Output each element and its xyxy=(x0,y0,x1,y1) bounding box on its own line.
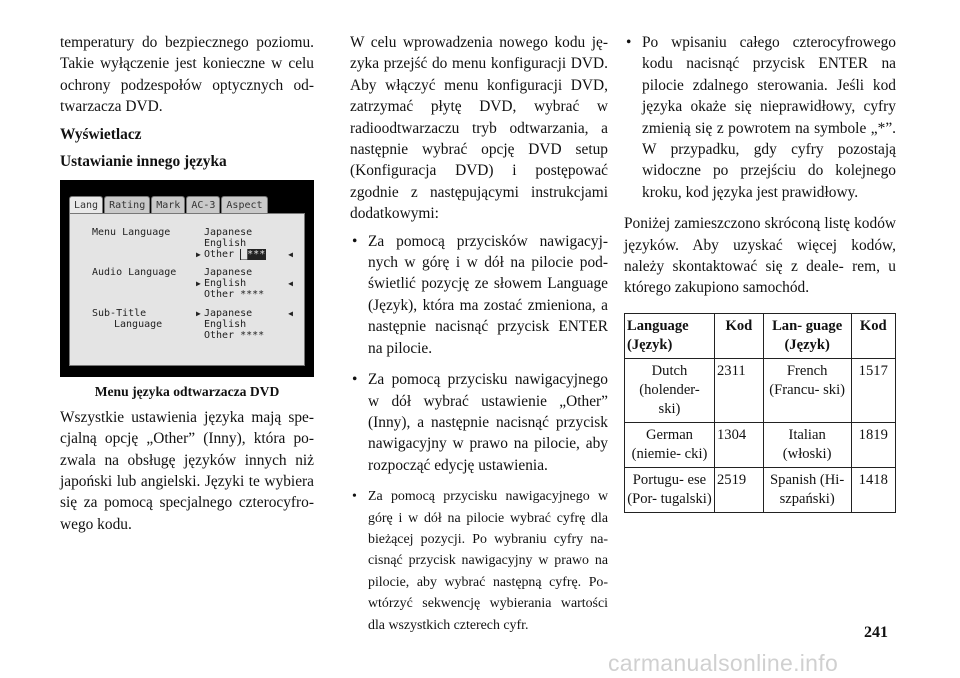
intro-paragraph-2: W celu wprowadzenia nowego kodu ję- zyka przejść do menu konfiguracji DVD. Aby włączyć menu konfiguracji DVD, zatrzymać płytę DVD, wybrać w radioodtwarzaczu tryb odtwarzania, a następnie wybrać opcję DVD setup (Konfiguracja DVD) i postępować zgodnie z następującymi instrukcjami dodatkowymi: xyxy=(350,34,608,223)
menu-language-option-2: English xyxy=(204,238,247,250)
subtitle-option-2: English xyxy=(204,319,247,331)
selected-marker-icon: ▶ xyxy=(196,309,201,319)
list-item: • Po wpisaniu całego czterocyfrowego kodu nacisnąć przycisk ENTER na pilocie zdalnego sterowania. Jeśli kod języka okaże się nieprawidłowy, cyfry zmienią się z powrotem na symbole „*”. W przypadku, gdy cyfry pozostają widoczne po przejściu do kolejnego kroku, kod języka jest prawidłowy. xyxy=(626,34,896,201)
tab-mark: Mark xyxy=(151,196,185,213)
intro-paragraph-3: Poniżej zamieszczono skróconą listę kodów języków. Aby uzyskać więcej kodów, należy skontaktować się z deale- rem, u którego zakupiono samochód. xyxy=(624,215,896,297)
menu-language-row-3 xyxy=(92,249,297,260)
table-cell: 1304 xyxy=(714,422,763,467)
subtitle-row-3 xyxy=(92,330,297,341)
menu-language-label: Menu Language xyxy=(92,227,171,239)
audio-language-row-3 xyxy=(92,289,297,300)
subtitle-option-3: Other **** xyxy=(204,330,265,342)
list-item: • Za pomocą przycisków nawigacyj- nych w górę i w dół na pilocie pod- świetlić pozycję ze słowem Language (Język), która ma zostać zmieniona, a następnie nacisnąć przycisk ENTER na pilocie. xyxy=(352,232,608,357)
table-cell: German (niemie- cki) xyxy=(625,422,715,467)
bullet-icon: • xyxy=(352,371,358,389)
subtitle-label: Sub-Title xyxy=(92,308,147,320)
figure-caption: Menu języka odtwarzacza DVD xyxy=(94,384,280,400)
column-left xyxy=(60,32,314,535)
left-arrow-icon: ◀ xyxy=(288,250,293,260)
left-arrow-icon: ◀ xyxy=(288,279,293,289)
table-cell: 1819 xyxy=(851,422,895,467)
header-code-2: Kod xyxy=(851,313,895,358)
menu-language-row-2 xyxy=(92,238,297,249)
subtitle-row-2 xyxy=(92,319,297,330)
table-cell: Portugu- ese (Por- tugalski) xyxy=(625,467,715,512)
language-code-table xyxy=(624,313,896,513)
intro-paragraph: temperatury do bezpiecznego poziomu. Takie wyłączenie jest konieczne w celu ochrony podzespołów optycznych od- twarzacza DVD. xyxy=(60,34,314,116)
table-cell: 2519 xyxy=(714,467,763,512)
column-middle xyxy=(350,32,608,646)
bullet-icon: • xyxy=(352,489,357,505)
selected-marker-icon: ▶ xyxy=(196,279,201,289)
instruction-list xyxy=(350,231,608,636)
watermark: carmanualsonline.info xyxy=(608,650,839,676)
bullet-icon: • xyxy=(626,34,632,51)
section-heading-display: Wyświetlacz xyxy=(60,125,142,143)
header-code: Kod xyxy=(714,313,763,358)
audio-language-option-2: English xyxy=(204,278,247,290)
table-cell: French (Francu- ski) xyxy=(763,358,851,422)
audio-language-label: Audio Language xyxy=(92,267,177,279)
tab-aspect: Aspect xyxy=(221,196,267,213)
subtitle-option-1: Japanese xyxy=(204,308,253,320)
list-item: • Za pomocą przycisku nawigacyjnego w górę i w dół na pilocie wybrać cyfrę dla bieżącej pozycji. Po wybraniu cyfry na- cisnąć przycisk nawigacyjny w prawo na pilocie, aby wybrać następną cyfrę. Po- wtórzyć sekwencję wybierania wartości dla wszystkich czterech cyfr. xyxy=(350,486,608,636)
dvd-menu-panel xyxy=(69,213,305,366)
menu-language-option-3: Other █*** xyxy=(204,249,266,261)
selected-marker-icon: ▶ xyxy=(196,250,201,260)
list-item: • Za pomocą przycisku nawigacyjnego w dół wybrać ustawienie „Other” (Inny), a następnie nacisnąć przycisk nawigacyjny w prawo na pilocie, aby rozpocząć edycję ustawienia. xyxy=(352,371,608,474)
audio-language-option-3: Other **** xyxy=(204,289,265,301)
header-language: Language (Język) xyxy=(625,313,715,358)
menu-language-option-1: Japanese xyxy=(204,227,253,239)
table-cell: Italian (włoski) xyxy=(763,422,851,467)
audio-language-row xyxy=(92,267,297,278)
left-arrow-icon: ◀ xyxy=(288,309,293,319)
tab-lang: Lang xyxy=(69,196,103,214)
instruction-list-2 xyxy=(624,32,896,203)
table-header-row xyxy=(625,313,896,358)
audio-language-option-1: Japanese xyxy=(204,267,253,279)
table-cell: Dutch (holender- ski) xyxy=(625,358,715,422)
dvd-menu-tabs xyxy=(69,196,269,214)
table-cell: 2311 xyxy=(714,358,763,422)
tab-ac3: AC-3 xyxy=(186,196,220,213)
section-heading-language: Ustawianie innego języka xyxy=(60,153,227,171)
bullet-icon: • xyxy=(352,232,358,250)
header-language-2: Lan- guage (Język) xyxy=(763,313,851,358)
page-number: 241 xyxy=(864,624,888,641)
table-cell: 1418 xyxy=(851,467,895,512)
audio-language-row-2 xyxy=(92,278,297,289)
table-cell: 1517 xyxy=(851,358,895,422)
table-row xyxy=(625,422,896,467)
menu-language-row xyxy=(92,227,297,238)
subtitle-label-2: Language xyxy=(114,319,163,331)
column-right xyxy=(624,32,896,513)
table-row xyxy=(625,467,896,512)
dvd-menu-screen xyxy=(69,196,305,366)
language-code-entry: █*** xyxy=(241,249,266,261)
table-row xyxy=(625,358,896,422)
body-paragraph: Wszystkie ustawienia języka mają spe- cjalną opcję „Other” (Inny), która po- zwala na obsługę języków innych niż japoński lub angielski. Języki te wybiera się za pomocą specjalnego czterocyfro- wego kodu. xyxy=(60,408,314,533)
dvd-menu-figure xyxy=(60,180,314,377)
subtitle-row xyxy=(92,308,297,319)
table-cell: Spanish (Hi- szpański) xyxy=(763,467,851,512)
tab-rating: Rating xyxy=(104,196,150,213)
